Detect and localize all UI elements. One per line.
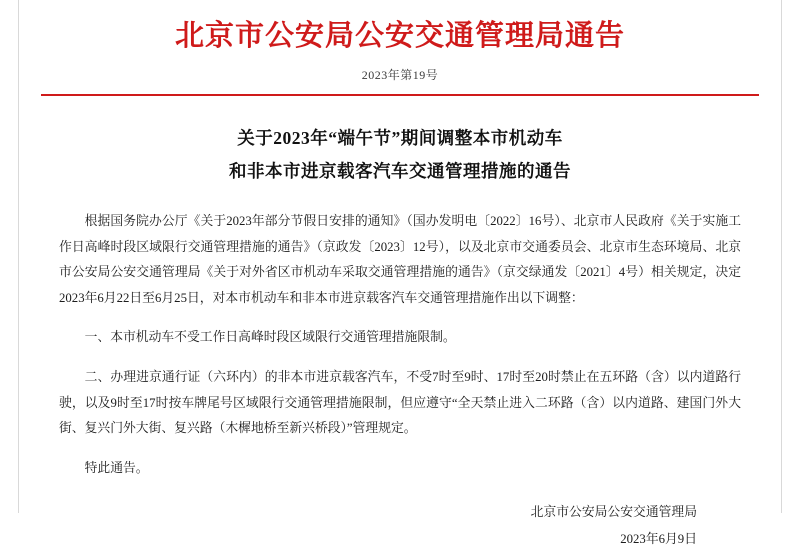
signature-block <box>41 499 759 553</box>
paragraph-preamble: 根据国务院办公厅《关于2023年部分节假日安排的通知》（国办发明电〔2022〕16号）、北京市人民政府《关于实施工作日高峰时段区域限行交通管理措施的通告》（京政发〔2023〕12号），以及北京市交通委员会、北京市生态环境局、北京市公安局公安交通管理局《关于对外省区市机动车采取交通管理措施的通告》（京交绿通发〔2021〕4号）相关规定，决定2023年6月22日至6月25日，对本市机动车和非本市进京载客汽车交通管理措施作出以下调整： <box>59 214 741 305</box>
page-frame-right-rule <box>781 0 782 513</box>
signature-organization: 北京市公安局公安交通管理局 <box>530 505 697 520</box>
masthead-title: 北京市公安局公安交通管理局通告 <box>174 20 625 52</box>
document-content <box>41 209 759 481</box>
masthead <box>41 0 759 96</box>
paragraph-item-2: 二、办理进京通行证（六环内）的非本市进京载客汽车，不受7时至9时、17时至20时禁止在五环路（含）以内道路行驶，以及9时至17时按车牌尾号区域限行交通管理措施限制，但应遵守“全天禁止进入二环路（含）以内道路、建国门外大街、复兴门外大街、复兴路（木樨地桥至新兴桥段）”管理规定。 <box>59 369 741 436</box>
paragraph-closing: 特此通告。 <box>84 460 149 475</box>
document-number: 2023年第19号 <box>361 68 439 83</box>
document-body <box>19 0 781 547</box>
masthead-red-rule <box>41 94 759 96</box>
document-title <box>41 122 759 187</box>
paragraph-item-1: 一、本市机动车不受工作日高峰时段区域限行交通管理措施限制。 <box>84 330 456 345</box>
title-line-1: 关于2023年“端午节”期间调整本市机动车 <box>237 128 563 149</box>
signature-date: 2023年6月9日 <box>620 532 697 547</box>
title-line-2: 和非本市进京载客汽车交通管理措施的通告 <box>229 160 571 181</box>
